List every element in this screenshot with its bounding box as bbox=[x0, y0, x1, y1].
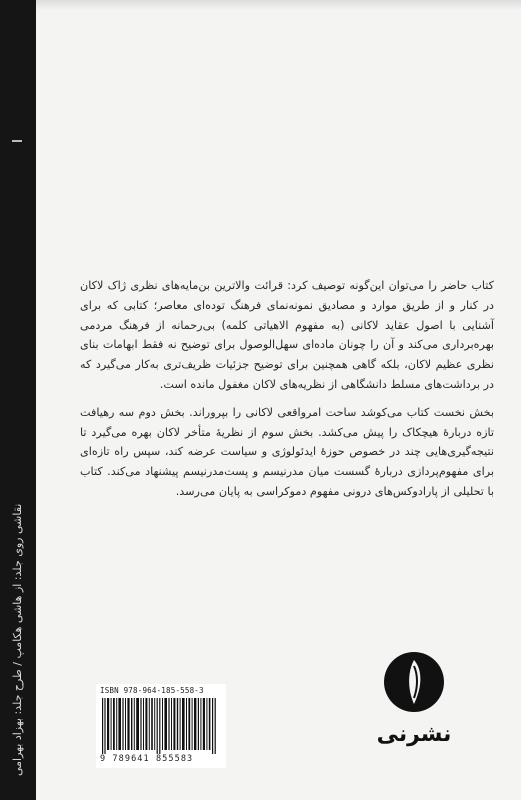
blurb-text bbox=[80, 276, 494, 502]
spine-credit-text: نقاشی روی جلد: از هاشی هکامپ / طرح جلد: بهزاد بهرامی bbox=[11, 503, 24, 777]
cover-top-edge bbox=[36, 0, 521, 10]
blurb-paragraph-1: کتاب حاضر را می‌توان این‌گونه توصیف کرد: قرائت والاترین بن‌مایه‌های نظری ژاک لاکان در کنار و از طریق موارد و مصادیق نمونه‌نمای فرهنگ توده‌ای معاصر؛ کتابی که برای آشنایی با اصول عقاید لاکانی (به مفهوم الاهیاتی کلمه) بی‌رحمانه از فرهنگ مردمی بهره‌برداری می‌کند و آن را چونان ماده‌ای سهل‌الوصول برای توضیح نه فقط ابهامات بنای نظری عظیم لاکان، بلکه گاهی همچنین برای توضیح جزئیات ظریف‌تری به‌کار می‌گیرد که در برداشت‌های مسلط دانشگاهی از نظریه‌های لاکان مغفول مانده است. bbox=[80, 279, 494, 391]
publisher-logo bbox=[376, 651, 452, 771]
barcode-icon bbox=[102, 698, 220, 754]
blurb-paragraph-2: بخش نخست کتاب می‌کوشد ساحت امرواقعی لاکانی را بپروراند. بخش دوم سه رهیافت تازه دربارهٔ هیچکاک را پیش می‌کشد. بخش سوم از نظریهٔ متأخر لاکان بهره می‌گیرد تا نتیجه‌گیری‌هایی چند در خصوص حوزهٔ ایدئولوژی و سیاست عرضه کند، سپس راه تازه‌ای برای مفهوم‌پردازی دربارهٔ گسست میان مدرنیسم و پست‌مدرنیسم پیشنهاد می‌کند. کتاب با تحلیلی از پارادوکس‌های درونی مفهوم دموکراسی به پایان می‌رسد. bbox=[80, 405, 494, 498]
reed-logo-icon bbox=[383, 651, 445, 713]
spine-strip bbox=[0, 0, 36, 800]
spine-tick-mark bbox=[12, 140, 22, 142]
isbn-barcode-block bbox=[96, 684, 226, 768]
publisher-name: نشرنی bbox=[376, 722, 452, 747]
barcode-digits: 9 789641 855583 bbox=[100, 754, 194, 764]
isbn-label: ISBN 978-964-185-558-3 bbox=[100, 686, 204, 695]
